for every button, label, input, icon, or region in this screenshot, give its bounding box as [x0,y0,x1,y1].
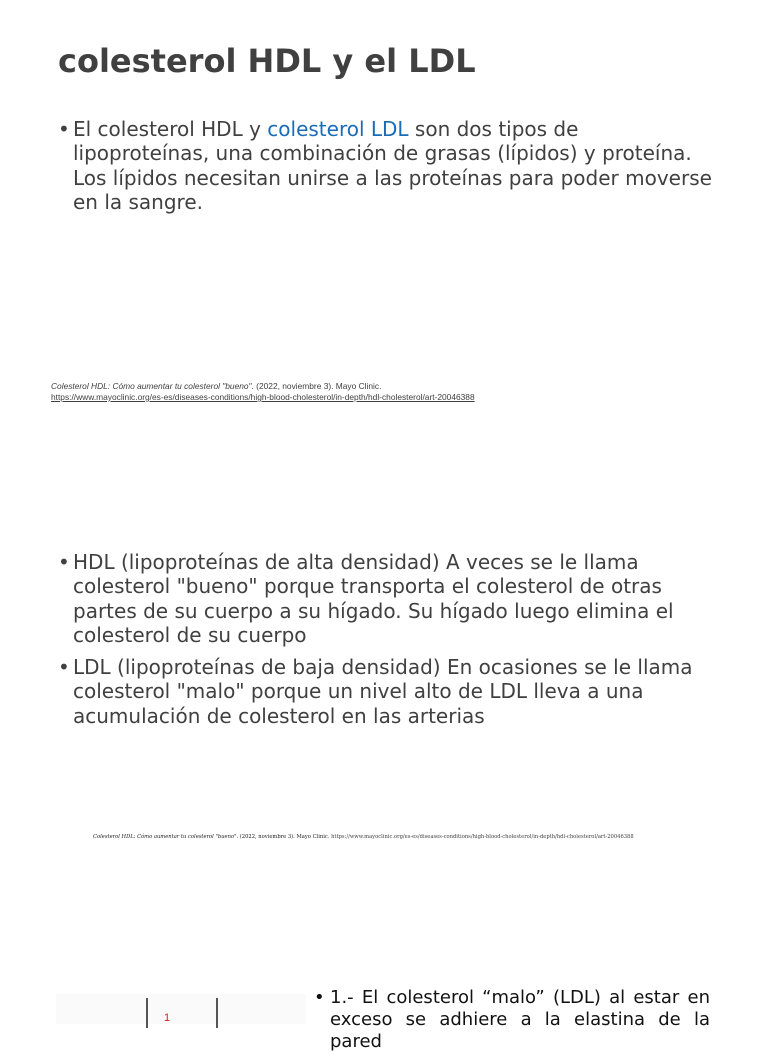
figure-line [216,998,218,1028]
citation-title: Colesterol HDL: Cómo aumentar tu colesterol "bueno" [51,381,252,391]
citation-link[interactable]: https://www.mayoclinic.org/es-es/diseases-conditions/high-blood-cholesterol/in-depth/hdl-cholesterol/art-20046388 [331,834,634,840]
citation-source: . (2022, noviembre 3). Mayo Clinic. [251,381,382,391]
citation-title: Colesterol HDL: Cómo aumentar tu colesterol "bueno" [93,834,237,840]
figure-marker-label: 1 [164,1012,171,1024]
slide-title: colesterol HDL y el LDL [58,42,476,80]
list-item-ldl [58,655,718,728]
intro-text-start: El colesterol HDL y [73,117,268,141]
bullet-marker: • [58,655,70,680]
ldl-effect-text: 1.- El colesterol “malo” (LDL) al estar en exceso se adhiere a la elastina de la pared [330,987,710,1052]
figure-line [146,998,148,1028]
ldl-definition: LDL (lipoproteínas de baja densidad) En ocasiones se le llama colesterol "malo" porque un nivel alto de LDL lleva a una acumulación de colesterol en las arterias [73,655,693,728]
bullet-marker: • [58,550,70,574]
ldl-effect-bullet [314,987,710,1053]
citation-mayo-clinic-small [93,834,703,842]
bullet-marker: • [58,117,70,141]
ldl-link[interactable]: colesterol LDL [267,117,409,141]
citation-source: . (2022, noviembre 3). Mayo Clinic. [236,834,332,840]
citation-link[interactable]: https://www.mayoclinic.org/es-es/diseases-conditions/high-blood-cholesterol/in-depth/hdl-cholesterol/art-20046388 [51,392,475,402]
bullet-marker: • [314,987,325,1008]
hdl-definition: HDL (lipoproteínas de alta densidad) A veces se le llama colesterol "bueno" porque transporta el colesterol de otras partes de su cuerpo a su hígado. Su hígado luego elimina el colesterol de su cuerpo [73,550,674,647]
artery-figure-fragment [56,994,306,1024]
list-item-hdl [58,550,718,647]
intro-bullet-list [58,117,718,222]
citation-mayo-clinic [51,381,571,403]
hdl-ldl-bullet-list [58,550,718,736]
intro-text-end: son dos tipos de lipoproteínas, una combinación de grasas (lípidos) y proteína. Los lípidos necesitan unirse a las proteínas para poder moverse en la sangre. [73,117,712,214]
list-item [58,117,718,214]
